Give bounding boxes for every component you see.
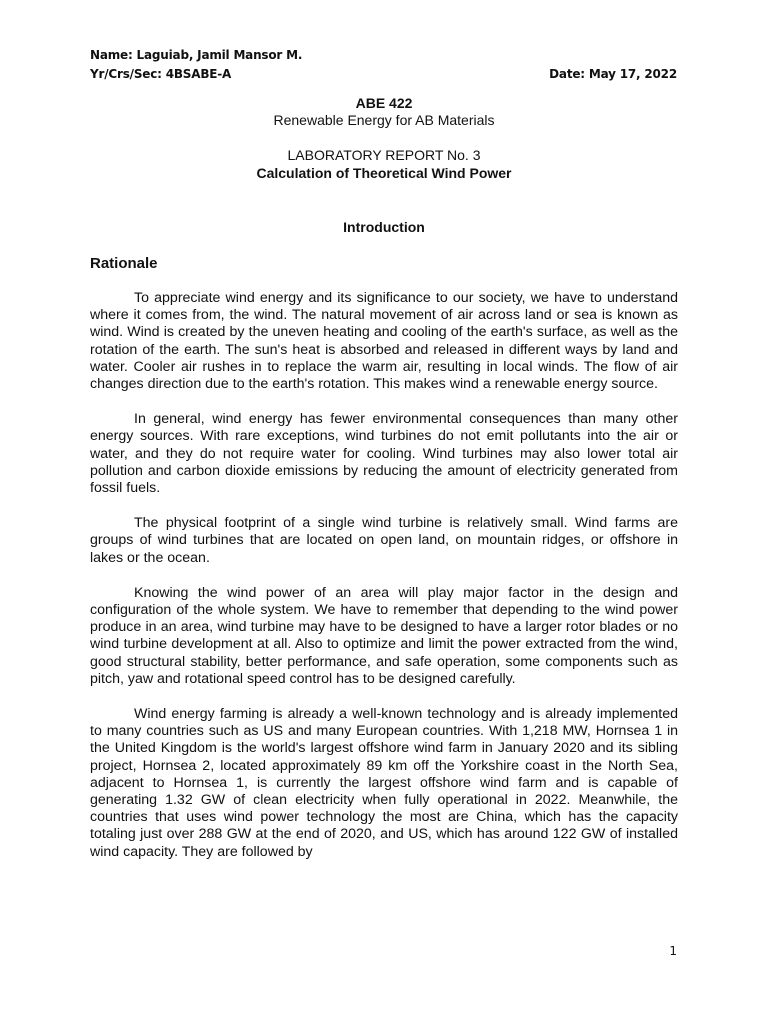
report-number: LABORATORY REPORT No. 3 [287, 147, 481, 163]
paragraph: Wind energy farming is already a well-known technology and is already implemented to many countries such as US and many European countries. With 1,218 MW, Hornsea 1 in the United Kingdom is the world's largest offshore wind farm in January 2020 and its sibling project, Hornsea 2, located approximately 89 km off the Yorkshire coast in the North Sea, adjacent to Hornsea 1, is currently the largest offshore wind farm and is capable of generating 1.32 GW of clean electricity when fully operational in 2022. Meanwhile, the countries that uses wind power technology the most are China, which has the capacity totaling just over 288 GW at the end of 2020, and US, which has around 122 GW of installed wind capacity. They are followed by [90, 706, 678, 860]
page-number: 1 [669, 944, 677, 958]
body-text [90, 290, 678, 879]
rationale-heading: Rationale [90, 255, 158, 272]
course-code: ABE 422 [355, 95, 413, 111]
course-title: Renewable Energy for AB Materials [273, 112, 495, 128]
student-name: Name: Laguiab, Jamil Mansor M. [90, 48, 303, 62]
introduction-heading: Introduction [343, 219, 425, 235]
year-course-section: Yr/Crs/Sec: 4BSABE-A [90, 67, 232, 81]
paragraph: The physical footprint of a single wind turbine is relatively small. Wind farms are groups of wind turbines that are located on open land, on mountain ridges, or offshore in lakes or the ocean. [90, 515, 678, 566]
report-title: Calculation of Theoretical Wind Power [256, 165, 512, 181]
paragraph: In general, wind energy has fewer environmental consequences than many other energy sources. With rare exceptions, wind turbines do not emit pollutants into the air or water, and they do not require water for cooling. Wind turbines may also lower total air pollution and carbon dioxide emissions by reducing the amount of electricity generated from fossil fuels. [90, 411, 678, 497]
report-date: Date: May 17, 2022 [549, 67, 677, 81]
paragraph: Knowing the wind power of an area will play major factor in the design and configuration of the whole system. We have to remember that depending to the wind power produce in an area, wind turbine may have to be designed to have a larger rotor blades or no wind turbine development at all. Also to optimize and limit the power extracted from the wind, good structural stability, better performance, and safe operation, some components such as pitch, yaw and rotational speed control has to be designed carefully. [90, 584, 678, 687]
paragraph: To appreciate wind energy and its significance to our society, we have to understand where it comes from, the wind. The natural movement of air across land or sea is known as wind. Wind is created by the uneven heating and cooling of the earth's surface, as well as the rotation of the earth. The sun's heat is absorbed and released in different ways by land and water. Cooler air rushes in to replace the warm air, resulting in local winds. The flow of air changes direction due to the earth's rotation. This makes wind a renewable energy source. [90, 290, 678, 393]
